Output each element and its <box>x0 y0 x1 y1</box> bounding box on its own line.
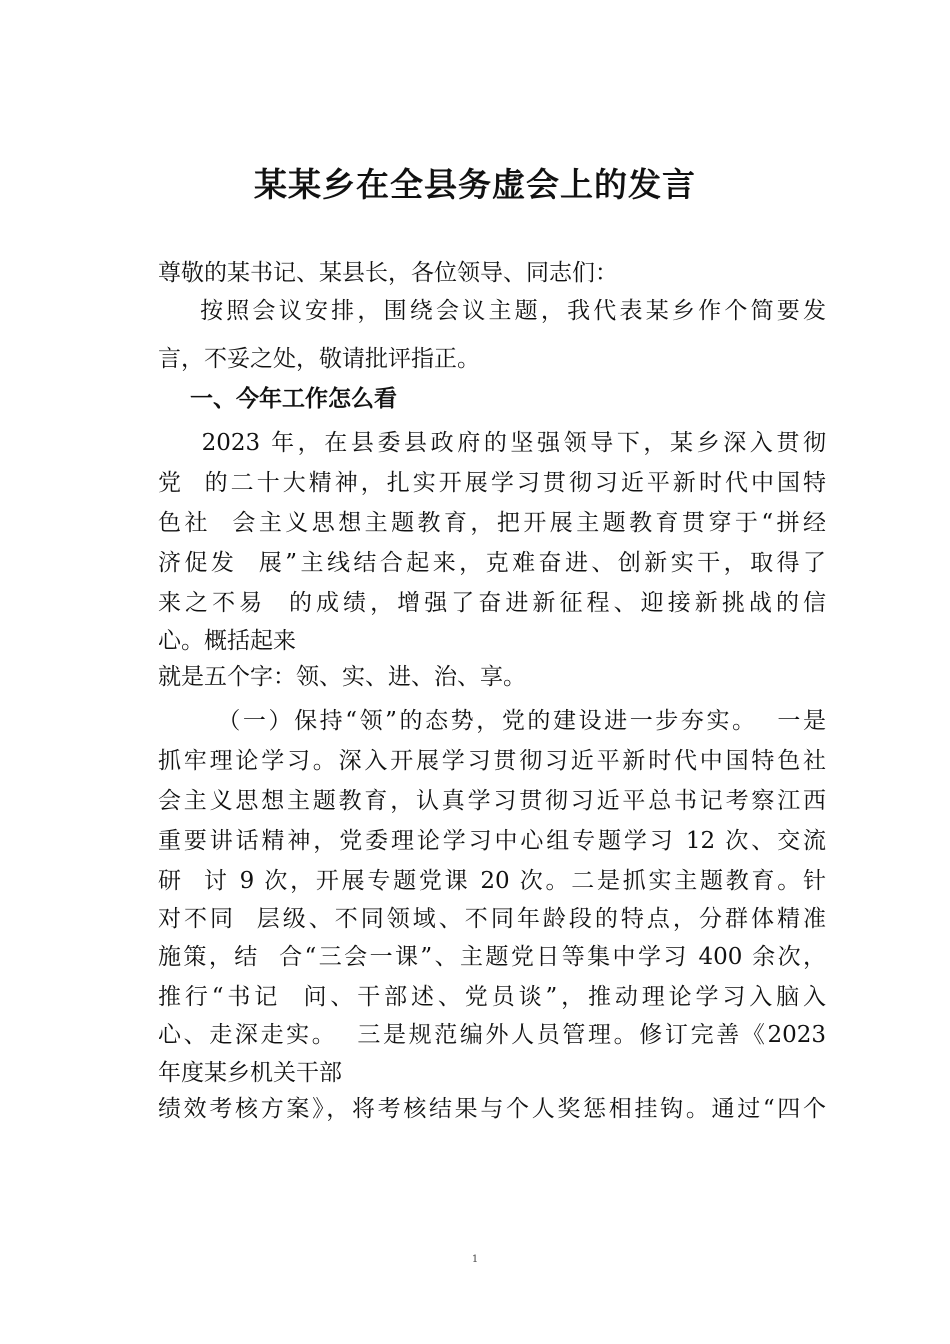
body-line: 对不同 层级、不同领域、不同年龄段的特点，分群体精准 <box>158 906 826 932</box>
body-line: 就是五个字：领、实、进、治、享。 <box>158 664 526 690</box>
document-title: 某某乡在全县务虚会上的发言 <box>254 165 696 204</box>
body-line: 济促发 展”主线结合起来，克难奋进、创新实干，取得了 <box>158 550 826 576</box>
salutation-line: 尊敬的某书记、某县长，各位领导、同志们： <box>158 260 618 286</box>
body-line: 心、走深走实。 三是规范编外人员管理。修订完善《2023 <box>158 1022 826 1048</box>
body-line: 心。概括起来 <box>158 628 296 654</box>
body-line: 施策，结 合“三会一课”、主题党日等集中学习 400 余次， <box>158 944 826 970</box>
body-line: 绩效考核方案》，将考核结果与个人奖惩相挂钩。通过“四个 <box>158 1096 826 1122</box>
body-line: 抓牢理论学习。深入开展学习贯彻习近平新时代中国特色社 <box>158 748 826 774</box>
body-line: 色社 会主义思想主题教育，把开展主题教育贯穿于“拼经 <box>158 510 826 536</box>
body-line: 会主义思想主题教育，认真学习贯彻习近平总书记考察江西 <box>158 788 826 814</box>
body-line: 按照会议安排，围绕会议主题，我代表某乡作个简要发 <box>158 298 826 324</box>
body-line: 2023 年，在县委县政府的坚强领导下，某乡深入贯彻 <box>158 430 826 456</box>
page-number: 1 <box>471 1254 479 1265</box>
body-line: 来之不易 的成绩，增强了奋进新征程、迎接新挑战的信 <box>158 590 826 616</box>
body-line: 言，不妥之处，敬请批评指正。 <box>158 346 480 372</box>
body-line: 重要讲话精神，党委理论学习中心组专题学习 12 次、交流 <box>158 828 826 854</box>
body-line: 党 的二十大精神，扎实开展学习贯彻习近平新时代中国特 <box>158 470 826 496</box>
subsection-line: （一）保持“领”的态势，党的建设进一步夯实。 一是 <box>158 708 826 734</box>
body-line: 年度某乡机关干部 <box>158 1060 342 1086</box>
body-line: 推行“书记 问、干部述、党员谈”，推动理论学习入脑入 <box>158 984 826 1010</box>
body-line: 研 讨 9 次，开展专题党课 20 次。二是抓实主题教育。针 <box>158 868 826 894</box>
section-heading: 一、今年工作怎么看 <box>158 386 398 412</box>
